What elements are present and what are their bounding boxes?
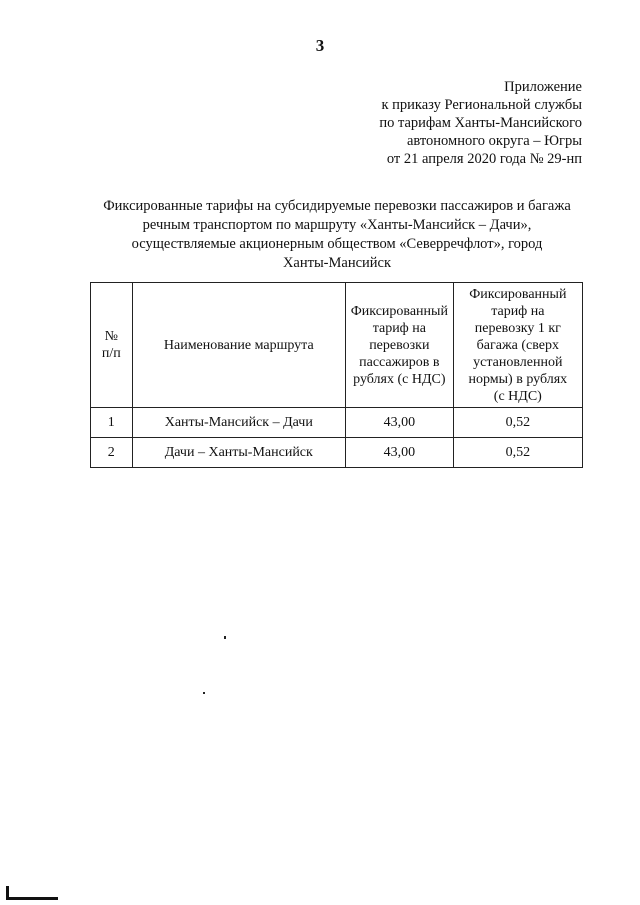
header-number (91, 283, 133, 408)
header-line: п/п (101, 346, 121, 361)
table-row (91, 408, 583, 438)
cell-passenger-tariff: 43,00 (346, 408, 454, 438)
appendix-block (292, 78, 582, 168)
header-passenger-tariff (346, 283, 454, 408)
table-header-row (91, 283, 583, 408)
tariff-table (90, 282, 583, 468)
appendix-line: Приложение (504, 79, 582, 95)
header-line: (с НДС) (493, 388, 542, 404)
title-line: речным транспортом по маршруту «Ханты-Мансийск – Дачи», (142, 217, 532, 233)
header-baggage-tariff (453, 283, 582, 408)
cell-route: Ханты-Мансийск – Дачи (132, 408, 345, 438)
title-line: Фиксированные тарифы на субсидируемые перевозки пассажиров и багажа (103, 198, 571, 214)
header-route-name (132, 283, 345, 408)
header-line: Наименование маршрута (163, 337, 314, 353)
cell-baggage-tariff: 0,52 (453, 438, 582, 468)
header-line: тариф на (372, 320, 426, 336)
document-title (82, 197, 592, 273)
header-line: пассажиров в (359, 354, 440, 370)
cell-number: 1 (91, 408, 133, 438)
table-row (91, 438, 583, 468)
header-line: тариф на (491, 303, 545, 319)
appendix-line: по тарифам Ханты-Мансийского (379, 115, 582, 131)
header-line: нормы) в рублях (468, 371, 568, 387)
header-line: рублях (с НДС) (353, 371, 446, 387)
header-line: № (104, 329, 118, 344)
page-number: 3 (315, 36, 325, 55)
header-line: багажа (сверх (476, 337, 559, 353)
appendix-line: автономного округа – Югры (406, 133, 582, 149)
scan-corner-mark (6, 897, 58, 900)
cell-passenger-tariff: 43,00 (346, 438, 454, 468)
scan-speck (203, 692, 205, 694)
appendix-line: к приказу Региональной службы (381, 97, 582, 113)
title-line: осуществляемые акционерным обществом «Северречфлот», город (131, 236, 543, 252)
scan-speck (224, 636, 226, 639)
header-line: установленной (473, 354, 563, 370)
title-line: Ханты-Мансийск (282, 255, 392, 271)
header-line: Фиксированный (350, 303, 448, 319)
header-line: перевозку 1 кг (474, 320, 561, 336)
cell-baggage-tariff: 0,52 (453, 408, 582, 438)
appendix-line: от 21 апреля 2020 года № 29-нп (386, 151, 582, 167)
cell-number: 2 (91, 438, 133, 468)
header-line: Фиксированный (469, 286, 567, 302)
cell-route: Дачи – Ханты-Мансийск (132, 438, 345, 468)
header-line: перевозки (369, 337, 430, 353)
